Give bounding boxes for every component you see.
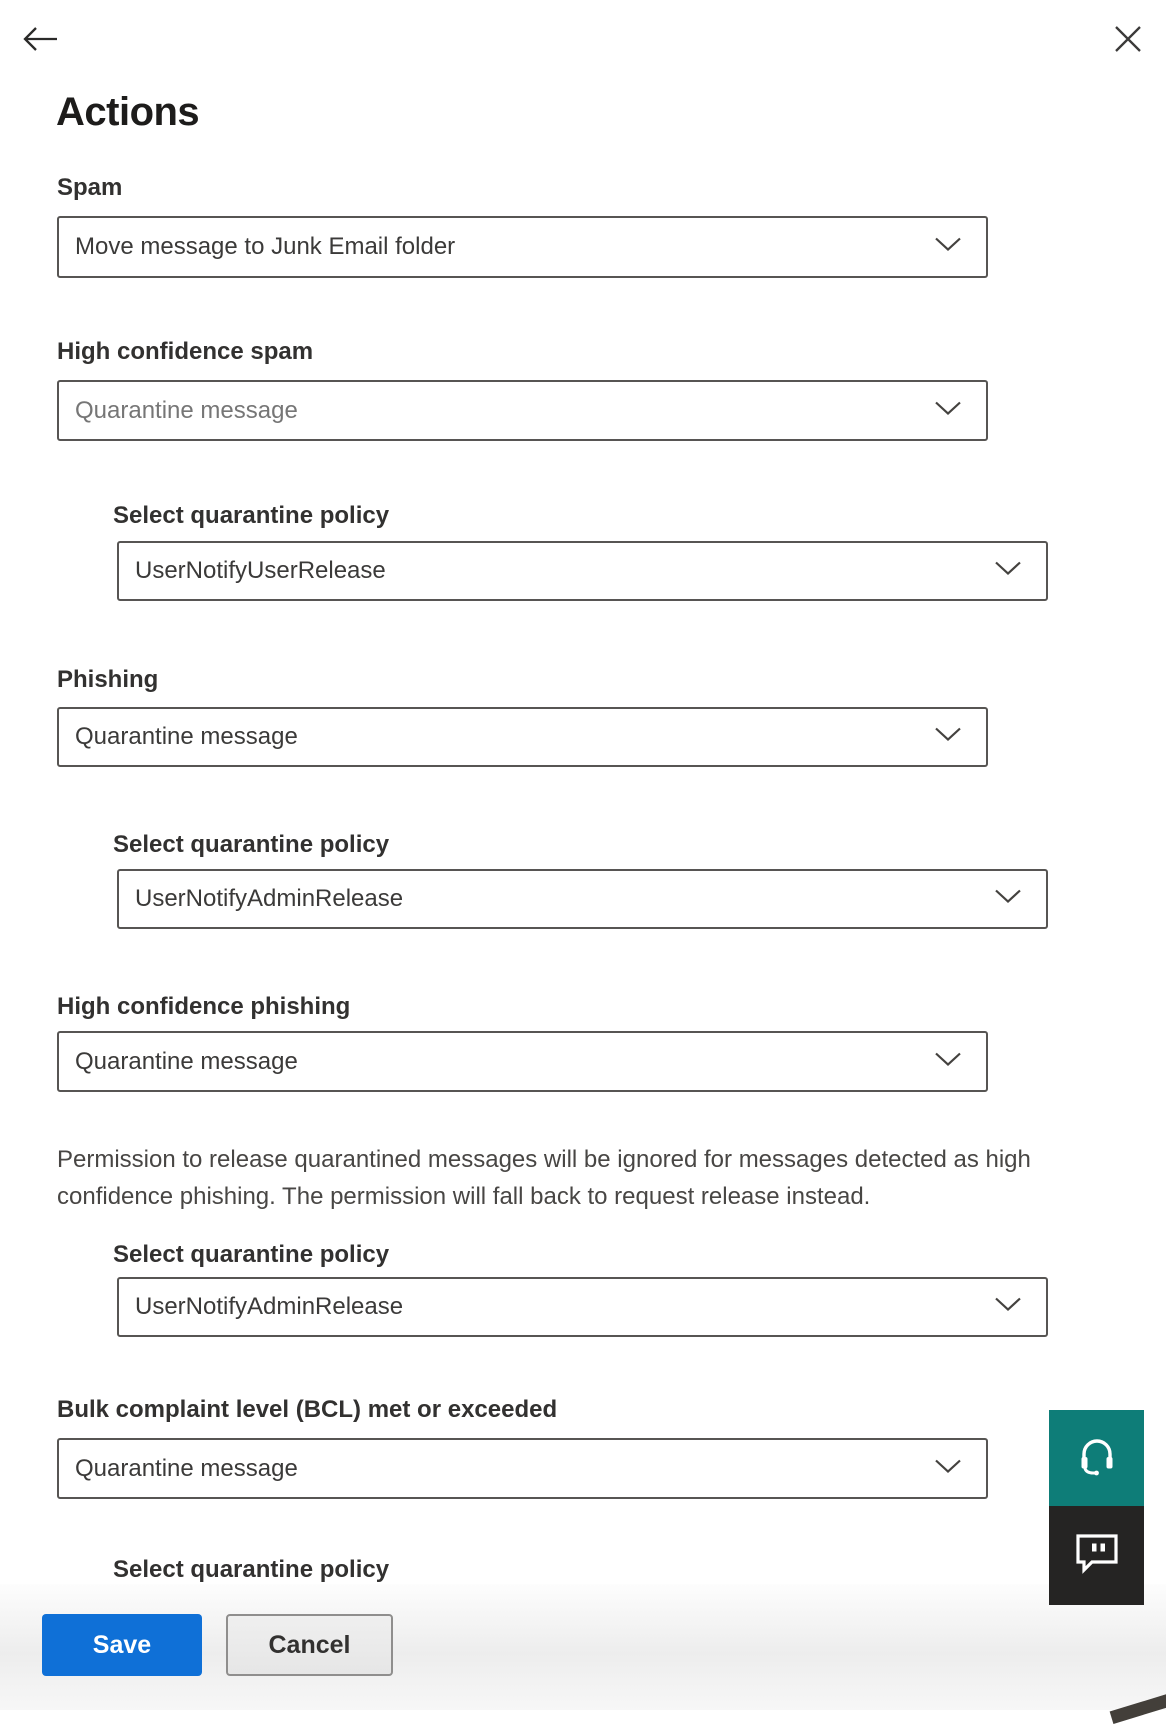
quarantine-policy-dropdown-hcp[interactable] — [117, 1277, 1048, 1337]
phishing-label: Phishing — [57, 666, 159, 693]
feedback-speech-bubble-icon — [1072, 1531, 1122, 1580]
dropdown-value: Move message to Junk Email folder — [75, 233, 456, 260]
close-button[interactable] — [1106, 18, 1150, 62]
chevron-down-icon — [934, 728, 962, 747]
quarantine-policy-label-phishing: Select quarantine policy — [113, 831, 390, 858]
quarantine-policy-label-hcs: Select quarantine policy — [113, 502, 390, 529]
chevron-down-icon — [934, 1459, 962, 1478]
dropdown-value: Quarantine message — [75, 1047, 298, 1075]
hcp-permission-note: Permission to release quarantined messages will be ignored for messages detected as high confidence phishing. The permission will fall back to request release instead. — [57, 1146, 1031, 1210]
arrow-left-icon — [21, 24, 59, 57]
back-button[interactable] — [18, 18, 62, 62]
chevron-down-icon — [994, 890, 1022, 909]
quarantine-policy-dropdown-hcs[interactable] — [117, 541, 1048, 601]
spam-action-dropdown[interactable] — [57, 216, 988, 278]
footer-bar — [0, 1584, 1166, 1710]
dropdown-value: UserNotifyUserRelease — [135, 557, 386, 584]
quarantine-policy-label-bcl-clipped: Select quarantine policy — [113, 1556, 390, 1583]
headset-icon — [1073, 1433, 1121, 1484]
phishing-action-dropdown[interactable] — [57, 707, 988, 767]
chevron-down-icon — [994, 562, 1022, 581]
chevron-down-icon — [934, 401, 962, 420]
dropdown-value: UserNotifyAdminRelease — [135, 1293, 404, 1320]
quarantine-policy-dropdown-phishing[interactable] — [117, 869, 1048, 929]
dropdown-value: Quarantine message — [75, 396, 298, 424]
quarantine-policy-label-hcp: Select quarantine policy — [113, 1241, 390, 1268]
page-title: Actions — [56, 90, 200, 134]
high-confidence-spam-label: High confidence spam — [57, 338, 314, 365]
chevron-down-icon — [934, 1052, 962, 1071]
chevron-down-icon — [934, 238, 962, 257]
close-icon — [1114, 25, 1142, 56]
cancel-button[interactable]: Cancel — [226, 1614, 393, 1676]
save-button[interactable]: Save — [42, 1614, 202, 1676]
dropdown-value: Quarantine message — [75, 723, 298, 750]
dropdown-value: Quarantine message — [75, 1454, 298, 1482]
help-button[interactable] — [1049, 1410, 1144, 1506]
feedback-button[interactable] — [1049, 1506, 1144, 1605]
high-confidence-phishing-label: High confidence phishing — [57, 993, 351, 1020]
high-confidence-spam-action-dropdown[interactable] — [57, 380, 988, 441]
chevron-down-icon — [994, 1298, 1022, 1317]
bcl-action-dropdown[interactable] — [57, 1438, 988, 1499]
bcl-label: Bulk complaint level (BCL) met or exceeded — [57, 1396, 558, 1423]
spam-label: Spam — [57, 174, 123, 201]
dropdown-value: UserNotifyAdminRelease — [135, 885, 404, 912]
corner-artifact — [1110, 1691, 1166, 1724]
high-confidence-phishing-action-dropdown[interactable] — [57, 1031, 988, 1092]
